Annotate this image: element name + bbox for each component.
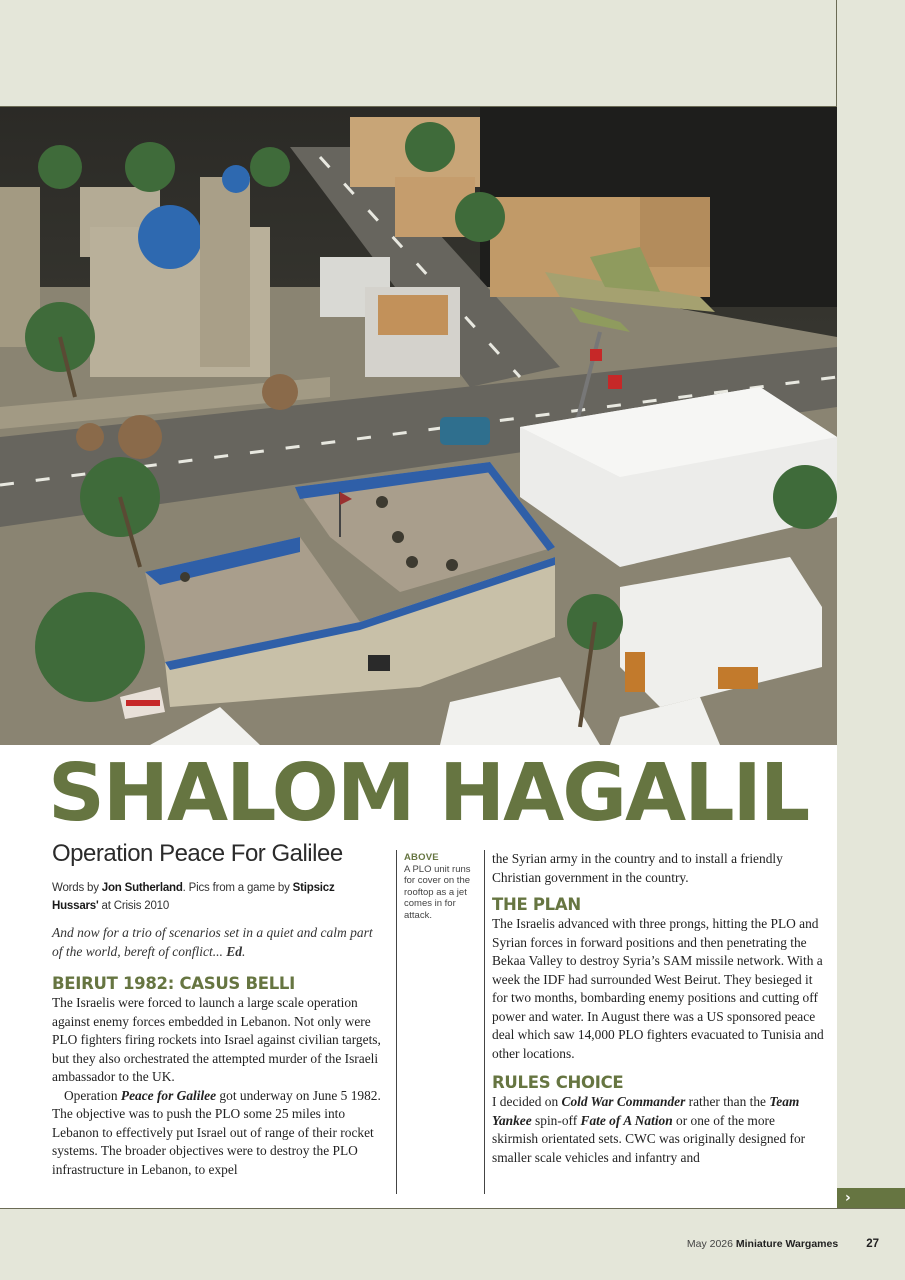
byline-words-prefix: Words by: [52, 882, 102, 894]
article-headline: SHALOM HAGALIL: [48, 747, 809, 839]
column-2: [492, 850, 824, 1167]
page-number: 27: [866, 1238, 879, 1250]
intro-editor: Ed: [226, 944, 242, 959]
byline-author: Jon Sutherland: [101, 882, 183, 894]
byline-event: at Crisis 2010: [98, 900, 170, 912]
article-subtitle: Operation Peace For Galilee: [52, 840, 343, 867]
section-heading-beirut: BEIRUT 1982: CASUS BELLI: [52, 974, 295, 993]
p2-start: Operation: [64, 1087, 121, 1103]
rules-title-fate-of-a-nation: Fate of A Nation: [580, 1112, 673, 1128]
bottom-rule: [0, 1208, 905, 1209]
byline-pics-prefix: . Pics from a game by: [182, 882, 293, 894]
caption-text: A PLO unit runs for cover on the rooftop as a jet comes in for attack.: [404, 863, 471, 921]
rules-title-cwc: Cold War Commander: [561, 1094, 686, 1109]
body-paragraph: [492, 1093, 824, 1167]
photo-caption: [404, 852, 478, 922]
intro-standfirst: [52, 923, 382, 961]
section-heading-rules: RULES CHOICE: [492, 1073, 624, 1092]
byline-club: Stipsicz Hussars': [52, 882, 335, 912]
caption-label: ABOVE: [404, 852, 439, 863]
column-1: [52, 974, 382, 1179]
intro-end: .: [242, 944, 246, 959]
body-paragraph: the Syrian army in the country and to install a friendly Christian government in the country.: [492, 851, 783, 885]
wargame-table-photo: [0, 107, 837, 745]
body-paragraph: The Israelis advanced with three prongs, hitting the PLO and Syrian forces in forward positions and then penetrating the Bekaa Valley to destroy Syria’s SAM missile network. With a week the IDF had surrounded West Beirut. They besieged it for two months, bombarding enemy positions and cutting off power and water. In August there was a US sponsored peace deal which saw 14,000 PLO fighters evacuated to Tunisia and other locations.: [492, 916, 824, 1061]
column-divider: [484, 850, 485, 1194]
rules-text: or one of the more skirmish orientated sets. CWC was originally designed for smaller scale vehicles and infantry and: [492, 1112, 806, 1165]
body-paragraph: [52, 1087, 382, 1180]
footer-date: May 2026: [686, 1238, 736, 1250]
right-margin: [837, 107, 905, 1207]
right-rule: [836, 0, 837, 107]
column-divider: [396, 850, 397, 1194]
rules-text: rather than the: [685, 1094, 770, 1109]
p2-emphasis: Peace for Galilee: [120, 1087, 217, 1103]
body-paragraph: The Israelis were forced to launch a large scale operation against enemy forces embedded in Lebanon. Not only were PLO fighters firing rockets into Israel against civilian targets, but they also orchestrated the attempted murder of the Israeli ambassador to the UK.: [52, 995, 381, 1084]
p2-rest: got underway on June 5 1982. The objective was to push the PLO some 25 miles into Lebanon to effectively put Israel out of range of their rocket systems. The broader objectives were to destroy the PLO infrastructure in Lebanon, to expel: [52, 1087, 381, 1177]
continue-arrow-icon: ›: [837, 1188, 905, 1208]
rules-title-team-yankee: Team Yankee: [492, 1094, 800, 1128]
byline: [52, 879, 382, 915]
section-heading-plan: THE PLAN: [492, 895, 581, 914]
rules-text: I decided on: [492, 1094, 562, 1109]
rules-text: spin-off: [531, 1112, 581, 1128]
footer-magazine: Miniature Wargames: [735, 1238, 839, 1250]
intro-text: And now for a trio of scenarios set in a quiet and calm part of the world, bereft of conflict...: [52, 925, 373, 959]
top-margin: [0, 0, 905, 107]
page-footer: [687, 1238, 879, 1250]
